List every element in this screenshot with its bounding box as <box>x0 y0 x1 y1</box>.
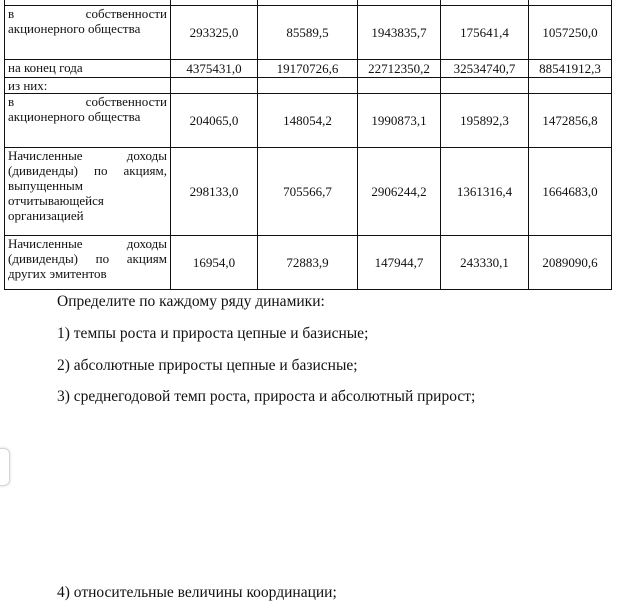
table-row <box>5 60 612 78</box>
scroll-handle[interactable] <box>0 448 10 486</box>
task-item-2: 2) абсолютные приросты цепные и базисные; <box>57 357 358 374</box>
task-item-4: 4) относительные величины координации; <box>57 584 337 601</box>
task-intro: Определите по каждому ряду динамики: <box>57 293 325 310</box>
row-label: в собственности акционерного общества <box>5 6 171 60</box>
table-cell: 1664683,0 <box>529 148 612 236</box>
table-cell: 16954,0 <box>171 236 258 290</box>
table-cell <box>358 78 441 94</box>
table-cell <box>258 78 358 94</box>
data-table <box>4 0 612 290</box>
table-cell: 1361316,4 <box>441 148 529 236</box>
row-label: в собственности акционерного общества <box>5 94 171 148</box>
table-cell: 298133,0 <box>171 148 258 236</box>
table-cell: 147944,7 <box>358 236 441 290</box>
table-cell <box>529 78 612 94</box>
table-row <box>5 148 612 236</box>
table-cell: 204065,0 <box>171 94 258 148</box>
table-cell: 175641,4 <box>441 6 529 60</box>
table-cell: 19170726,6 <box>258 60 358 78</box>
row-label: на конец года <box>5 60 171 78</box>
table-cell: 243330,1 <box>441 236 529 290</box>
table-cell: 705566,7 <box>258 148 358 236</box>
table-cell: 72883,9 <box>258 236 358 290</box>
table-row <box>5 236 612 290</box>
table-cell: 293325,0 <box>171 6 258 60</box>
table-row <box>5 78 612 94</box>
row-label: Начисленные доходы (дивиденды) по акциям, выпущенным отчитывающейся организацией <box>5 148 171 236</box>
table-cell: 1943835,7 <box>358 6 441 60</box>
table-cell: 2906244,2 <box>358 148 441 236</box>
table-cell: 1990873,1 <box>358 94 441 148</box>
table-cell: 1472856,8 <box>529 94 612 148</box>
table-cell <box>441 78 529 94</box>
table-cell: 148054,2 <box>258 94 358 148</box>
table-cell: 22712350,2 <box>358 60 441 78</box>
table-cell: 88541912,3 <box>529 60 612 78</box>
table-cell: 4375431,0 <box>171 60 258 78</box>
table-cell: 32534740,7 <box>441 60 529 78</box>
row-label: Начисленные доходы (дивиденды) по акциям других эмитентов <box>5 236 171 290</box>
table-cell <box>171 78 258 94</box>
task-item-3: 3) среднегодовой темп роста, прироста и абсолютный прирост; <box>57 388 476 405</box>
table-cell: 2089090,6 <box>529 236 612 290</box>
table-cell: 1057250,0 <box>529 6 612 60</box>
table-row <box>5 6 612 60</box>
table-body <box>5 0 612 290</box>
table-cell: 85589,5 <box>258 6 358 60</box>
table-row <box>5 94 612 148</box>
table-cell: 195892,3 <box>441 94 529 148</box>
task-item-1: 1) темпы роста и прироста цепные и базисные; <box>57 325 369 342</box>
row-label: из них: <box>5 78 171 94</box>
